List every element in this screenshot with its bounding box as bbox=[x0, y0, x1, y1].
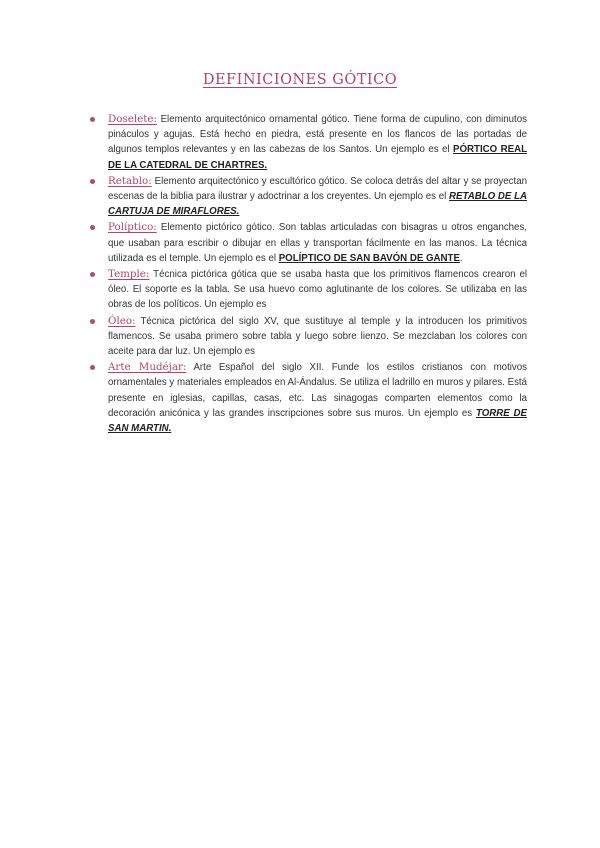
page-title: DEFINICIONES GÓTICO bbox=[202, 72, 398, 88]
definition-item-doselete bbox=[90, 112, 527, 173]
bullet-icon bbox=[90, 365, 95, 370]
definition-suffix: . bbox=[459, 252, 463, 264]
definition-term: Doselete: bbox=[108, 113, 157, 125]
bullet-icon bbox=[90, 319, 95, 324]
definition-example: PÓRTICO REAL DE LA CATEDRAL DE CHARTRES. bbox=[108, 144, 527, 171]
definition-item-oleo bbox=[90, 314, 527, 360]
definition-example: RETABLO DE LA CARTUJA DE MIRAFLORES. bbox=[108, 191, 527, 218]
bullet-icon bbox=[90, 272, 95, 277]
definition-term: Políptico: bbox=[108, 221, 157, 234]
definition-term: Retablo: bbox=[108, 174, 152, 187]
bullet-icon bbox=[90, 179, 95, 184]
bullet-icon bbox=[90, 117, 95, 122]
definition-example: TORRE DE SAN MARTIN. bbox=[108, 407, 527, 435]
definition-text: Elemento pictórico gótico. Son tablas articuladas con bisagras u otros enganches, que usaban para escribir o dibujar en ellas y transportan fácilmente en las manos. La técnica utilizada es el temple. Un ejemplo es el bbox=[108, 222, 527, 264]
definition-term: Temple: bbox=[108, 268, 150, 281]
definition-term: Óleo: bbox=[108, 314, 136, 327]
definition-item-poliptico bbox=[90, 220, 527, 266]
bullet-icon bbox=[90, 225, 95, 230]
definition-text: Técnica pictórica del siglo XV, que sustituye al temple y la introducen los primitivos flamencos. Se usaba primero sobre tabla y luego sobre lienzo. Se mezclaban los colores con aceite para dar luz. Un ejemplo es bbox=[108, 315, 527, 358]
definitions-list bbox=[90, 112, 527, 437]
definition-text: Elemento arquitectónico ornamental gótico. Tiene forma de cupulino, con diminutos pináculos y agujas. Está hecho en piedra, está presente en los flancos de las portadas de algunos templos relevantes y en las cabezas de los Santos. Un ejemplo es el bbox=[108, 114, 527, 156]
definition-item-temple bbox=[90, 267, 527, 313]
definition-item-arte-mudejar bbox=[90, 360, 527, 436]
definition-example: POLÍPTICO DE SAN BAVÓN DE GANTE bbox=[278, 252, 460, 264]
definition-term: Arte Mudéjar: bbox=[108, 361, 187, 374]
definition-text: Técnica pictórica gótica que se usaba hasta que los primitivos flamencos crearon el óleo. El soporte es la tabla. Se usa huevo como aglutinante de los colores. Se utilizaba en las obras de los políticos. Un ejemplo es bbox=[108, 269, 527, 311]
definition-text: Elemento arquitectónico y escultórico gótico. Se coloca detrás del altar y se proyectan escenas de la biblia para ilustrar y adoctrinar a los creyentes. Un ejemplo es el bbox=[108, 175, 527, 203]
definition-item-retablo bbox=[90, 174, 527, 220]
definition-text: Arte Español del siglo XII. Funde los estilos cristianos con motivos ornamentales y materiales empleados en Al-Ándalus. Se utiliza el ladrillo en muros y pilares. Está presente en iglesias, capillas, casas, etc. Las sinagogas comparten elementos como la decoración anicónica y las grandes inscripciones sobre sus muros. Un ejemplo es bbox=[108, 362, 527, 419]
